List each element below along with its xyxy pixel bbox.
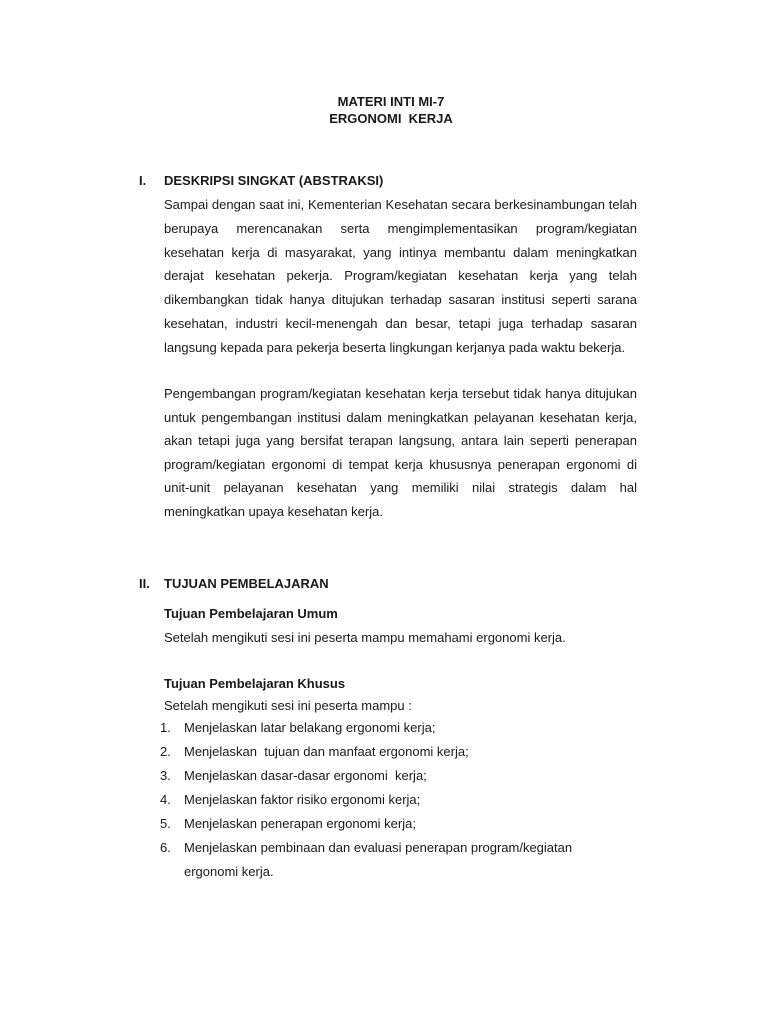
list-item-number: 4. <box>160 792 171 807</box>
title-line-1: MATERI INTI MI-7 <box>337 94 445 109</box>
list-item <box>160 716 620 740</box>
general-objective-text: Setelah mengikuti sesi ini peserta mampu memahami ergonomi kerja. <box>164 630 566 645</box>
list-item-text: Menjelaskan faktor risiko ergonomi kerja; <box>184 792 421 807</box>
list-item <box>160 836 614 884</box>
specific-objective-list <box>160 716 620 884</box>
document-title <box>0 93 768 127</box>
section-1-number: I. <box>139 173 147 188</box>
list-item-number: 5. <box>160 816 171 831</box>
section-2-number: II. <box>139 576 150 591</box>
list-item-text: Menjelaskan dasar-dasar ergonomi kerja; <box>184 768 427 783</box>
section-1-heading <box>139 172 383 189</box>
list-item-text: Menjelaskan latar belakang ergonomi kerja; <box>184 720 436 735</box>
section-1-paragraph-1: Sampai dengan saat ini, Kementerian Kesehatan secara berkesinambungan telah berupaya merencanakan serta mengimplementasikan program/kegiatan kesehatan kerja di masyarakat, yang intinya membantu dalam meningkatkan derajat kesehatan pekerja. Program/kegiatan kesehatan kerja yang telah dikembangkan tidak hanya ditujukan terhadap sasaran institusi seperti sarana kesehatan, industri kecil-menengah dan besar, tetapi juga terhadap sasaran langsung kepada para pekerja beserta lingkungan kerjanya pada waktu bekerja. <box>164 197 637 355</box>
list-item <box>160 788 620 812</box>
list-item-number: 2. <box>160 744 171 759</box>
title-line-2: ERGONOMI KERJA <box>329 111 453 126</box>
list-item <box>160 812 620 836</box>
list-item-text: Menjelaskan pembinaan dan evaluasi penerapan program/kegiatan ergonomi kerja. <box>184 840 573 879</box>
general-objective-heading: Tujuan Pembelajaran Umum <box>164 606 338 621</box>
list-item-number: 6. <box>160 840 171 855</box>
section-1-paragraph-2: Pengembangan program/kegiatan kesehatan kerja tersebut tidak hanya ditujukan untuk pengembangan institusi dalam meningkatkan pelayanan kesehatan kerja, akan tetapi juga yang bersifat terapan langsung, antara lain seperti penerapan program/kegiatan ergonomi di tempat kerja khususnya penerapan ergonomi di unit-unit pelayanan kesehatan yang memiliki nilai strategis dalam hal meningkatkan upaya kesehatan kerja. <box>164 386 637 519</box>
list-item <box>160 740 620 764</box>
specific-objective-intro: Setelah mengikuti sesi ini peserta mampu : <box>164 698 412 713</box>
list-item-text: Menjelaskan penerapan ergonomi kerja; <box>184 816 416 831</box>
list-item-number: 1. <box>160 720 171 735</box>
section-2-title: TUJUAN PEMBELAJARAN <box>164 576 329 591</box>
section-2-heading <box>139 575 329 592</box>
list-item-text: Menjelaskan tujuan dan manfaat ergonomi kerja; <box>184 744 469 759</box>
list-item <box>160 764 620 788</box>
specific-objective-heading: Tujuan Pembelajaran Khusus <box>164 676 346 691</box>
section-1-title: DESKRIPSI SINGKAT (ABSTRAKSI) <box>164 173 384 188</box>
list-item-number: 3. <box>160 768 171 783</box>
